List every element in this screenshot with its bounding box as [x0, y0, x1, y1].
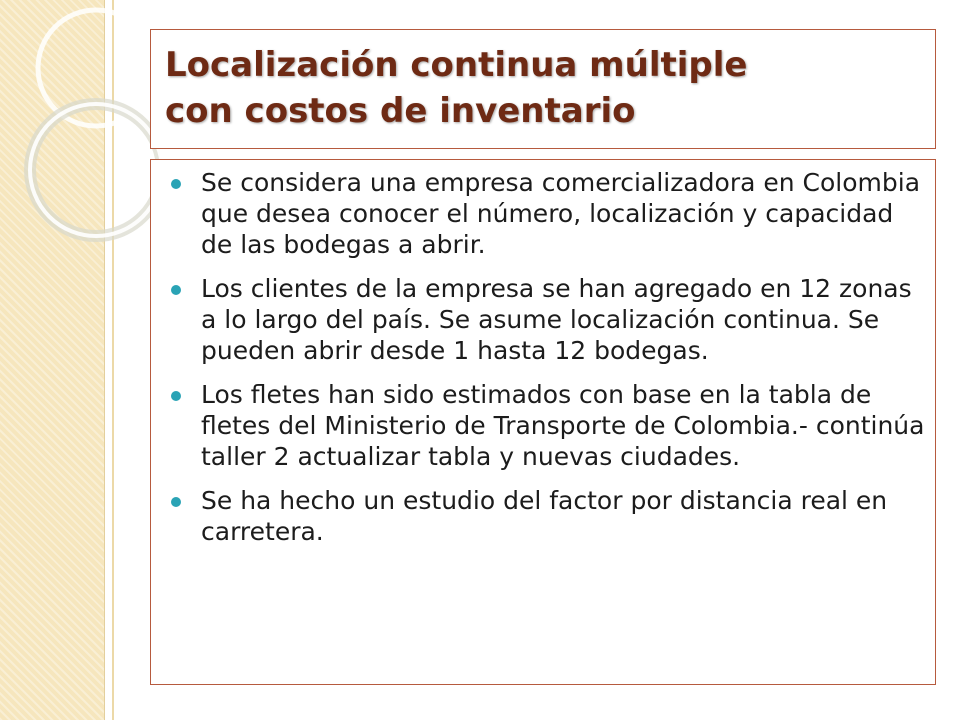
slide-title: Localización continua múltiple con costos de inventario [165, 45, 748, 131]
bullet-text: Se considera una empresa comercializadora en Colombia que desea conocer el número, localización y capacidad de las bodegas a abrir. [201, 168, 921, 259]
bullet-item [201, 379, 931, 472]
decorative-circles-icon [0, 0, 160, 260]
bullet-text: Los clientes de la empresa se han agregado en 12 zonas a lo largo del país. Se asume localización continua. Se pueden abrir desde 1 hasta 12 bodegas. [201, 274, 912, 365]
bullet-item [201, 273, 931, 366]
bullet-dot-icon [171, 497, 181, 507]
bullet-dot-icon [171, 285, 181, 295]
bullet-dot-icon [171, 391, 181, 401]
bullet-dot-icon [171, 179, 181, 189]
bullet-item [201, 167, 931, 260]
bullet-item [201, 485, 931, 547]
bullet-text: Se ha hecho un estudio del factor por distancia real en carretera. [201, 486, 888, 546]
bullet-list [201, 167, 931, 560]
content-box [150, 159, 936, 685]
title-box [150, 29, 936, 149]
bullet-text: Los fletes han sido estimados con base en la tabla de fletes del Ministerio de Transporte de Colombia.- continúa taller 2 actualizar tabla y nuevas ciudades. [201, 380, 925, 471]
